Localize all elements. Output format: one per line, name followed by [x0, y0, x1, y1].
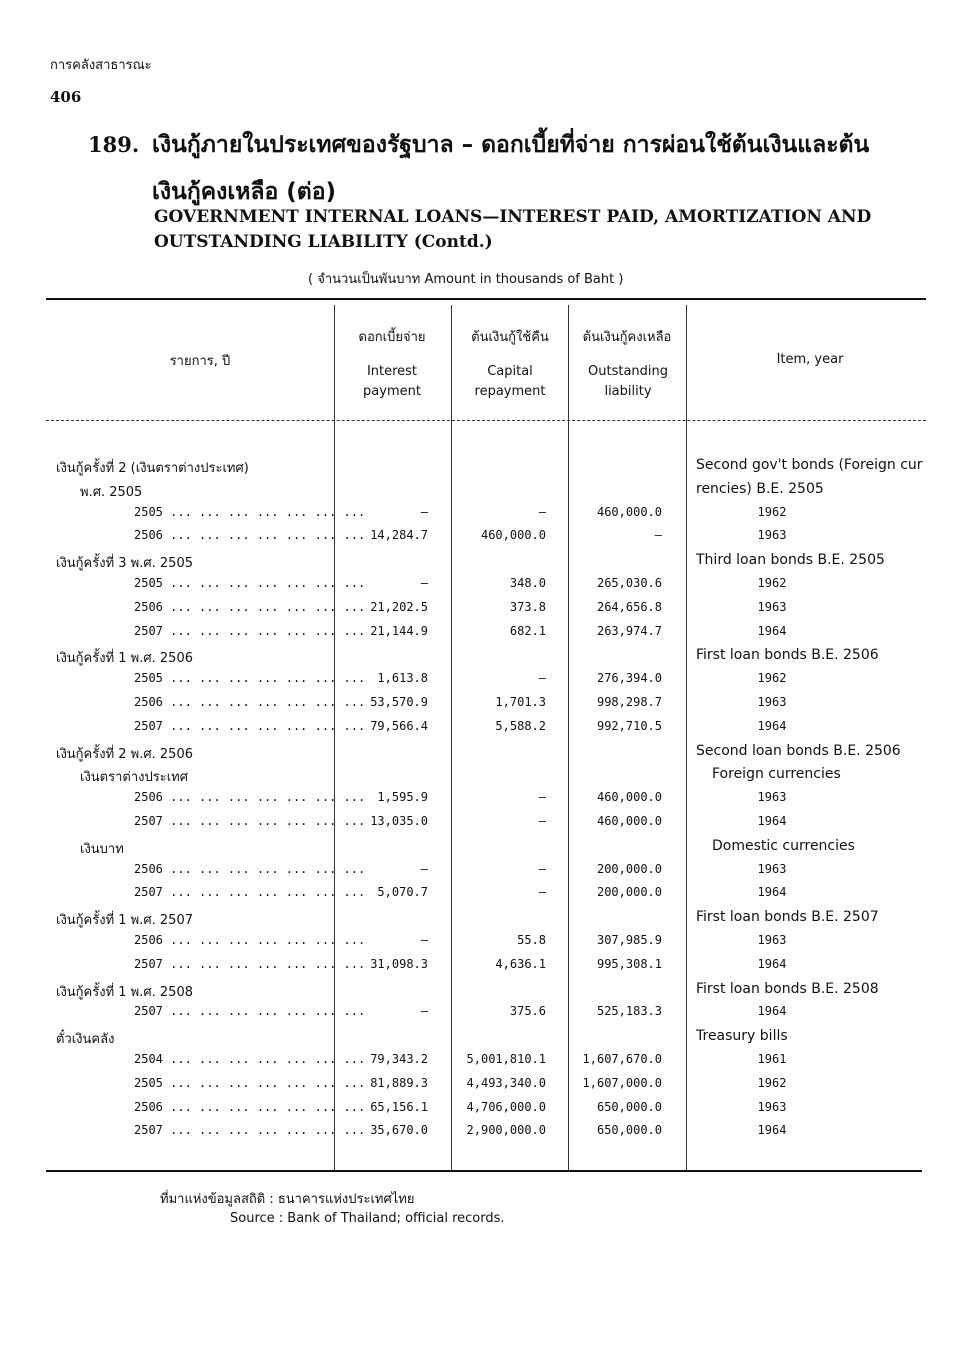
table-row [0, 1002, 966, 1025]
interest-payment-value: 1,595.9 [377, 790, 428, 805]
capital-repayment-value: 5,588.2 [495, 718, 546, 733]
year-thai: 2506 ... ... ... ... ... ... ... [134, 790, 366, 805]
item-label-english: Third loan bonds B.E. 2505 [696, 552, 885, 569]
capital-repayment-value: — [538, 671, 546, 686]
item-label-thai: เงินบาท [80, 841, 124, 857]
capital-repayment-value: — [538, 790, 546, 805]
item-label-english: Second gov't bonds (Foreign cur [696, 457, 923, 473]
outstanding-liability-value: — [654, 528, 662, 543]
item-label-thai: เงินตราต่างประเทศ [80, 770, 188, 786]
year-thai: 2507 ... ... ... ... ... ... ... [134, 623, 366, 638]
outstanding-liability-value: 650,000.0 [596, 1123, 662, 1138]
outstanding-liability-value: 650,000.0 [596, 1099, 662, 1114]
year-thai: 2507 ... ... ... ... ... ... ... [134, 885, 366, 900]
group-header-row [0, 764, 966, 787]
year-english: 1964 [757, 814, 787, 828]
column-header-item-thai: รายการ, ปี [169, 354, 231, 369]
year-thai: 2505 ... ... ... ... ... ... ... [134, 576, 366, 590]
year-english: 1964 [757, 1004, 787, 1019]
table-row [0, 883, 966, 906]
group-header-row [0, 550, 966, 573]
item-label-english: rencies) B.E. 2505 [696, 480, 824, 497]
interest-payment-value: 21,144.9 [370, 623, 428, 638]
item-label-thai: เงินกู้ครั้งที่ 3 พ.ศ. 2505 [56, 556, 193, 572]
year-thai: 2506 ... ... ... ... ... ... ... [134, 861, 366, 876]
section-label: การคลังสาธารณะ [50, 58, 152, 73]
table-row [0, 931, 966, 954]
capital-repayment-value: — [538, 861, 546, 876]
capital-repayment-value: 373.8 [509, 599, 546, 614]
item-label-english: Foreign currencies [712, 766, 841, 783]
year-thai: 2505 ... ... ... ... ... ... ... [134, 671, 366, 686]
year-english: 1963 [757, 933, 787, 947]
capital-repayment-value: 348.0 [509, 576, 546, 590]
interest-payment-value: 1,613.8 [377, 671, 428, 686]
table-bottom-rule [46, 1170, 922, 1172]
group-header-row [0, 455, 966, 478]
year-english: 1962 [757, 504, 787, 519]
header-divider [46, 420, 926, 421]
interest-payment-value: — [420, 504, 428, 519]
item-label-english: First loan bonds B.E. 2507 [696, 909, 879, 926]
year-thai: 2507 ... ... ... ... ... ... ... [134, 718, 366, 733]
column-header-interest: Interest payment [363, 364, 421, 399]
interest-payment-value: — [420, 576, 428, 590]
outstanding-liability-value: 998,298.7 [596, 695, 662, 709]
group-header-row [0, 979, 966, 1002]
interest-payment-value: 5,070.7 [377, 885, 428, 900]
capital-repayment-value: 4,636.1 [495, 956, 546, 971]
item-label-english: First loan bonds B.E. 2508 [696, 980, 879, 997]
column-header-outstanding: Outstanding liability [588, 364, 668, 399]
group-header-row [0, 645, 966, 668]
title-thai-line1: เงินกู้ภายในประเทศของรัฐบาล – ดอกเบี้ยที่จ่าย การผ่อนใช้ต้นเงินและต้น [152, 132, 870, 158]
capital-repayment-value: 55.8 [517, 933, 546, 947]
outstanding-liability-value: 995,308.1 [596, 956, 662, 971]
interest-payment-value: 35,670.0 [370, 1123, 428, 1138]
group-header-row [0, 836, 966, 859]
outstanding-liability-value: 265,030.6 [596, 576, 662, 590]
interest-payment-value: 13,035.0 [370, 814, 428, 828]
outstanding-liability-value: 263,974.7 [596, 623, 662, 638]
outstanding-liability-value: 525,183.3 [596, 1004, 662, 1019]
outstanding-liability-value: 460,000.0 [596, 790, 662, 805]
outstanding-liability-value: 1,607,000.0 [582, 1075, 662, 1090]
column-header-capital-thai: ต้นเงินกู้ใช้คืน [471, 330, 549, 345]
year-english: 1963 [757, 1099, 787, 1114]
group-header-row [0, 741, 966, 764]
title-english-line1: GOVERNMENT INTERNAL LOANS—INTEREST PAID, AMORTIZATION AND [154, 207, 872, 227]
group-header-row [0, 479, 966, 502]
table-row [0, 860, 966, 883]
outstanding-liability-value: 460,000.0 [596, 504, 662, 519]
title-thai-line2: เงินกู้คงเหลือ (ต่อ) [152, 179, 337, 205]
outstanding-liability-value: 264,656.8 [596, 599, 662, 614]
item-label-thai: เงินกู้ครั้งที่ 2 (เงินตราต่างประเทศ) [56, 461, 249, 476]
group-header-row [0, 907, 966, 930]
item-label-english: Domestic currencies [712, 837, 855, 854]
item-label-thai: ตั๋วเงินคลัง [56, 1032, 115, 1048]
title-english-line2: OUTSTANDING LIABILITY (Contd.) [154, 232, 493, 252]
item-label-english: Second loan bonds B.E. 2506 [696, 742, 901, 759]
column-header-capital: Capital repayment [474, 364, 546, 399]
outstanding-liability-value: 276,394.0 [596, 671, 662, 686]
item-label-thai: พ.ศ. 2505 [80, 484, 143, 500]
year-english: 1963 [757, 528, 787, 543]
interest-payment-value: 65,156.1 [370, 1099, 428, 1114]
year-english: 1964 [757, 1123, 787, 1138]
capital-repayment-value: 4,493,340.0 [466, 1075, 546, 1090]
outstanding-liability-value: 1,607,670.0 [582, 1052, 662, 1066]
capital-repayment-value: 1,701.3 [495, 695, 546, 709]
table-row [0, 788, 966, 811]
table-row [0, 1074, 966, 1097]
year-thai: 2505 ... ... ... ... ... ... ... [134, 504, 366, 519]
interest-payment-value: 79,566.4 [370, 718, 428, 733]
outstanding-liability-value: 200,000.0 [596, 861, 662, 876]
capital-repayment-value: — [538, 814, 546, 828]
column-header-interest-thai: ดอกเบี้ยจ่าย [358, 330, 426, 345]
table-row [0, 622, 966, 645]
interest-payment-value: — [420, 933, 428, 947]
year-english: 1962 [757, 671, 787, 686]
year-thai: 2507 ... ... ... ... ... ... ... [134, 814, 366, 828]
table-row [0, 526, 966, 549]
interest-payment-value: — [420, 1004, 428, 1019]
outstanding-liability-value: 200,000.0 [596, 885, 662, 900]
year-english: 1964 [757, 885, 787, 900]
table-row [0, 955, 966, 978]
table-row [0, 598, 966, 621]
year-english: 1962 [757, 1075, 787, 1090]
year-thai: 2506 ... ... ... ... ... ... ... [134, 528, 366, 543]
item-label-thai: เงินกู้ครั้งที่ 1 พ.ศ. 2506 [56, 651, 193, 667]
outstanding-liability-value: 460,000.0 [596, 814, 662, 828]
interest-payment-value: 79,343.2 [370, 1052, 428, 1066]
interest-payment-value: 14,284.7 [370, 528, 428, 543]
source-english: Source : Bank of Thailand; official records. [230, 1211, 505, 1226]
item-label-thai: เงินกู้ครั้งที่ 2 พ.ศ. 2506 [56, 746, 193, 762]
column-header-item-english: Item, year [776, 352, 844, 367]
table-row [0, 693, 966, 716]
source-thai: ที่มาแห่งข้อมูลสถิติ : ธนาคารแห่งประเทศไทย [160, 1192, 415, 1207]
table-row [0, 812, 966, 835]
outstanding-liability-value: 992,710.5 [596, 718, 662, 733]
table-row [0, 1098, 966, 1121]
year-english: 1962 [757, 576, 787, 590]
year-english: 1964 [757, 623, 787, 638]
capital-repayment-value: 4,706,000.0 [466, 1099, 546, 1114]
capital-repayment-value: 5,001,810.1 [466, 1052, 546, 1066]
year-english: 1964 [757, 718, 787, 733]
interest-payment-value: 21,202.5 [370, 599, 428, 614]
group-header-row [0, 1026, 966, 1049]
capital-repayment-value: 375.6 [509, 1004, 546, 1019]
table-row [0, 1050, 966, 1073]
interest-payment-value: 81,889.3 [370, 1075, 428, 1090]
unit-note: ( จำนวนเป็นพันบาท Amount in thousands of Baht ) [308, 272, 624, 287]
year-thai: 2505 ... ... ... ... ... ... ... [134, 1075, 366, 1090]
year-thai: 2506 ... ... ... ... ... ... ... [134, 1099, 366, 1114]
year-thai: 2507 ... ... ... ... ... ... ... [134, 956, 366, 971]
table-row [0, 1121, 966, 1144]
year-english: 1963 [757, 695, 787, 709]
item-label-english: First loan bonds B.E. 2506 [696, 647, 879, 664]
page-number: 406 [50, 88, 82, 106]
capital-repayment-value: 682.1 [509, 623, 546, 638]
year-english: 1963 [757, 790, 787, 805]
year-thai: 2507 ... ... ... ... ... ... ... [134, 1123, 366, 1138]
item-label-thai: เงินกู้ครั้งที่ 1 พ.ศ. 2508 [56, 984, 193, 1000]
year-english: 1964 [757, 956, 787, 971]
table-row [0, 669, 966, 692]
interest-payment-value: 53,570.9 [370, 695, 428, 709]
table-row [0, 503, 966, 526]
year-thai: 2506 ... ... ... ... ... ... ... [134, 599, 366, 614]
item-label-thai: เงินกู้ครั้งที่ 1 พ.ศ. 2507 [56, 913, 193, 929]
year-thai: 2507 ... ... ... ... ... ... ... [134, 1004, 366, 1019]
interest-payment-value: — [420, 861, 428, 876]
capital-repayment-value: 460,000.0 [480, 528, 546, 543]
year-english: 1961 [757, 1052, 787, 1066]
outstanding-liability-value: 307,985.9 [596, 933, 662, 947]
year-thai: 2504 ... ... ... ... ... ... ... [134, 1052, 366, 1066]
table-row [0, 574, 966, 597]
table-row [0, 717, 966, 740]
column-header-outstanding-thai: ต้นเงินกู้คงเหลือ [582, 330, 672, 345]
item-label-english: Treasury bills [696, 1028, 788, 1045]
interest-payment-value: 31,098.3 [370, 956, 428, 971]
table-top-rule [46, 298, 926, 300]
capital-repayment-value: — [538, 504, 546, 519]
year-english: 1963 [757, 861, 787, 876]
year-thai: 2506 ... ... ... ... ... ... ... [134, 695, 366, 709]
table-number: 189. [88, 132, 140, 157]
capital-repayment-value: 2,900,000.0 [466, 1123, 546, 1138]
year-english: 1963 [757, 599, 787, 614]
year-thai: 2506 ... ... ... ... ... ... ... [134, 933, 366, 947]
capital-repayment-value: — [538, 885, 546, 900]
